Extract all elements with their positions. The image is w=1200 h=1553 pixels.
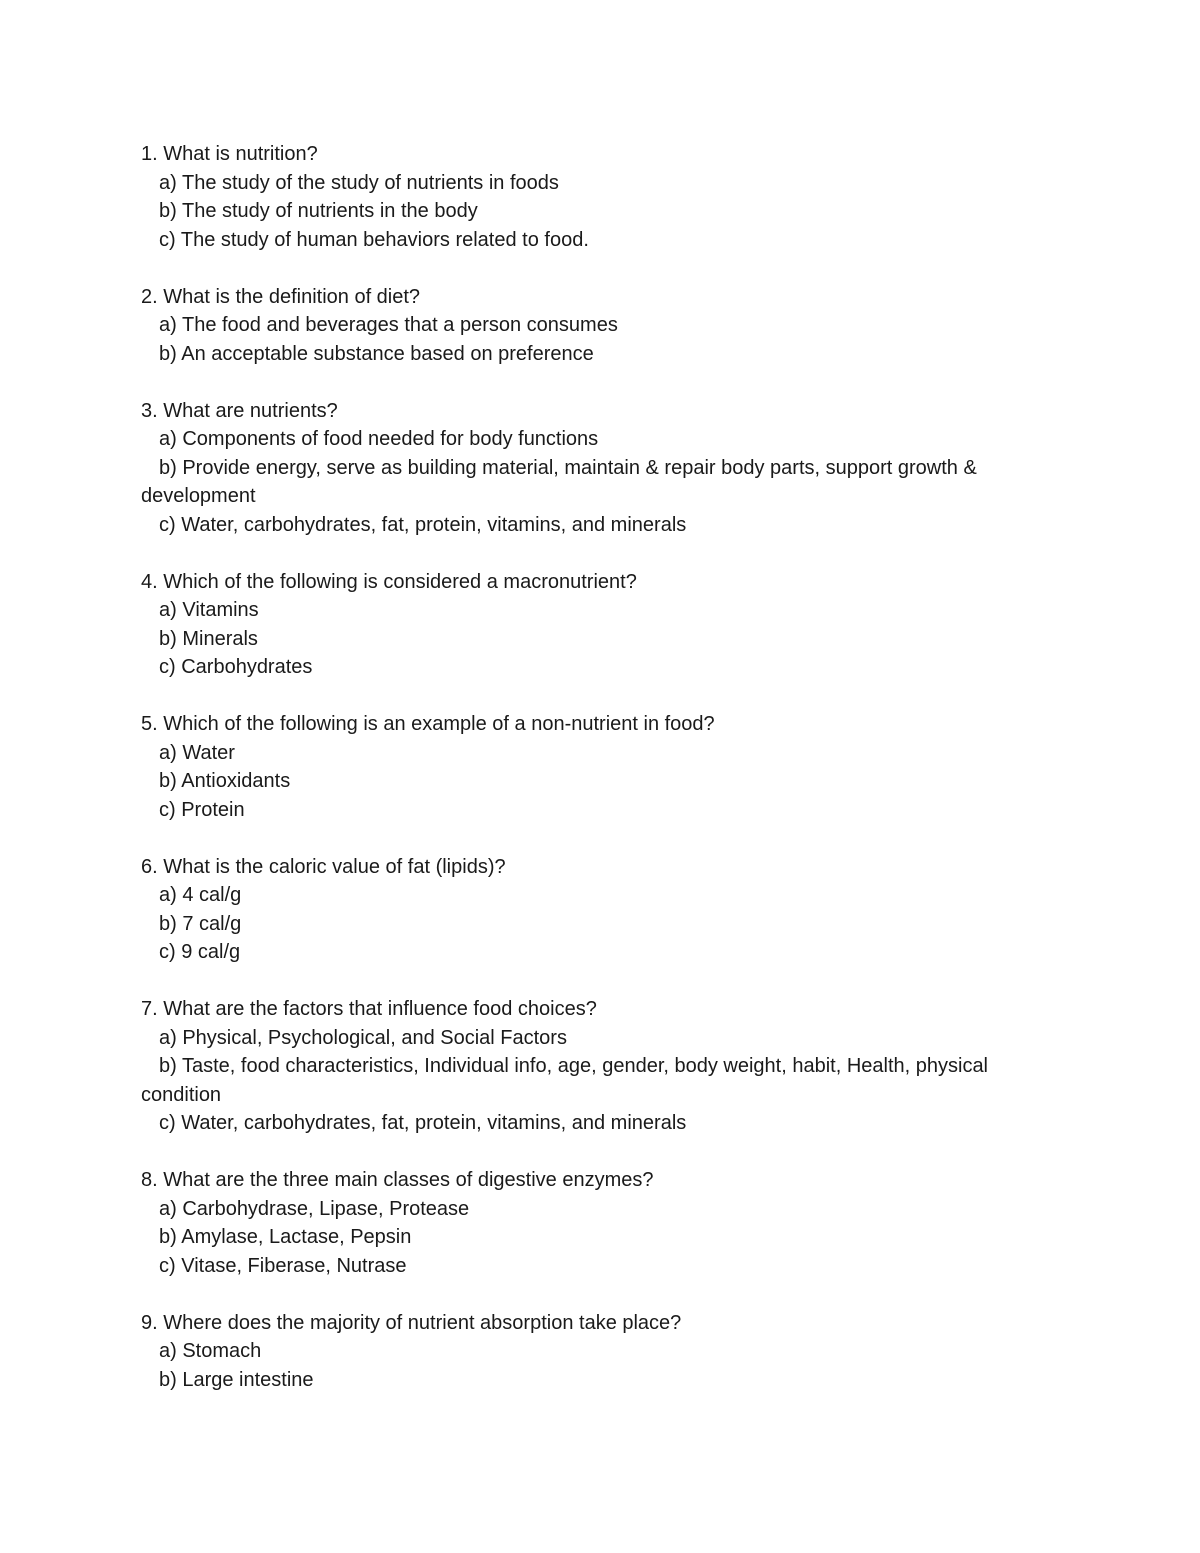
question-3 bbox=[141, 397, 1071, 540]
answer-option: b) Taste, food characteristics, Individual info, age, gender, body weight, habit, Health, physical condition bbox=[141, 1055, 989, 1106]
question-1 bbox=[141, 140, 1071, 254]
question-2 bbox=[141, 283, 1071, 369]
answer-option: b) The study of nutrients in the body bbox=[159, 200, 478, 222]
answer-option: a) Vitamins bbox=[159, 599, 259, 621]
quiz-document bbox=[141, 140, 1071, 1423]
answer-option: b) Antioxidants bbox=[159, 770, 291, 792]
answer-option: c) Carbohydrates bbox=[159, 656, 313, 678]
answer-option: a) The food and beverages that a person consumes bbox=[159, 314, 618, 336]
answer-option: b) Amylase, Lactase, Pepsin bbox=[159, 1226, 412, 1248]
question-text: 1. What is nutrition? bbox=[141, 143, 318, 165]
answer-option: c) Vitase, Fiberase, Nutrase bbox=[159, 1254, 407, 1277]
answer-option: a) Physical, Psychological, and Social Factors bbox=[159, 1026, 567, 1049]
question-4 bbox=[141, 568, 1071, 682]
answer-option: c) Water, carbohydrates, fat, protein, vitamins, and minerals bbox=[159, 513, 687, 536]
question-9 bbox=[141, 1309, 1071, 1395]
question-text: 6. What is the caloric value of fat (lipids)? bbox=[141, 855, 506, 878]
question-text: 7. What are the factors that influence food choices? bbox=[141, 998, 597, 1020]
answer-option: b) Provide energy, serve as building material, maintain & repair body parts, support growth & development bbox=[141, 456, 977, 507]
question-8 bbox=[141, 1166, 1071, 1280]
question-6 bbox=[141, 853, 1071, 967]
answer-option: c) The study of human behaviors related to food. bbox=[159, 228, 589, 251]
answer-option: a) 4 cal/g bbox=[159, 884, 242, 906]
answer-option: a) The study of the study of nutrients in foods bbox=[159, 171, 559, 194]
answer-option: c) Protein bbox=[159, 798, 245, 821]
answer-option: b) Large intestine bbox=[159, 1368, 314, 1391]
question-text: 9. Where does the majority of nutrient absorption take place? bbox=[141, 1311, 682, 1334]
answer-option: b) 7 cal/g bbox=[159, 912, 242, 935]
question-text: 3. What are nutrients? bbox=[141, 399, 338, 422]
answer-option: c) 9 cal/g bbox=[159, 941, 241, 963]
answer-option: a) Components of food needed for body functions bbox=[159, 428, 599, 450]
answer-option: a) Water bbox=[159, 741, 235, 764]
answer-option: a) Carbohydrase, Lipase, Protease bbox=[159, 1197, 470, 1220]
question-text: 2. What is the definition of diet? bbox=[141, 285, 421, 308]
question-text: 8. What are the three main classes of digestive enzymes? bbox=[141, 1169, 654, 1191]
question-text: 5. Which of the following is an example of a non-nutrient in food? bbox=[141, 713, 715, 735]
question-5 bbox=[141, 710, 1071, 824]
answer-option: a) Stomach bbox=[159, 1340, 262, 1362]
answer-option: b) An acceptable substance based on preference bbox=[159, 342, 594, 365]
answer-option: b) Minerals bbox=[159, 627, 258, 650]
answer-option: c) Water, carbohydrates, fat, protein, vitamins, and minerals bbox=[159, 1112, 687, 1134]
question-text: 4. Which of the following is considered a macronutrient? bbox=[141, 570, 637, 593]
question-7 bbox=[141, 995, 1071, 1138]
